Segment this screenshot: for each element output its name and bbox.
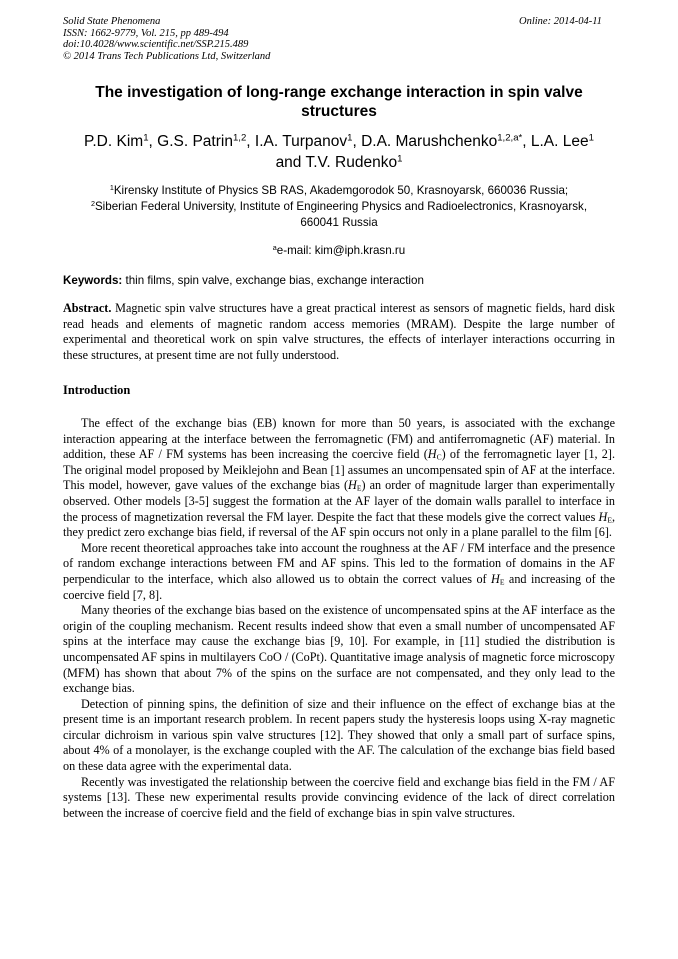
keywords-text: thin films, spin valve, exchange bias, exchange interaction (122, 274, 424, 287)
symbol-he (491, 572, 500, 586)
symbol-subscript: E (607, 515, 612, 525)
author-name: P.D. Kim (84, 133, 144, 150)
journal-header (63, 16, 270, 62)
paragraph: Detection of pinning spins, the definition of size and their influence on the effect of exchange bias at the present time is an important research problem. In recent papers study the hysteresis loops using X-ray magnetic circular dichroism in various spin valve structures [12]. They showed that only a small part of surface spins, about 4% of a monolayer, is the exchange coupled with the AF. The calculation of the exchange bias field based on these data agree with the experimental data. (63, 696, 615, 774)
symbol-subscript: C (436, 452, 442, 462)
symbol-text: H (427, 447, 437, 462)
author-affiliation-mark: 1 (588, 132, 594, 144)
author-affiliation-mark: 1 (143, 132, 149, 144)
section-title: Introduction (63, 383, 131, 397)
author-affiliation-mark: 1 (347, 132, 353, 144)
author-name: , I.A. Turpanov (246, 133, 348, 150)
paragraph-text: The effect of the exchange bias (EB) known for more than 50 years, is associated with the exchange interaction appearing at the interface between the ferromagnetic (FM) and antiferromagnetic (AF) material. In addition, these AF / FM systems has been increasing the coercive field ( (63, 416, 615, 462)
symbol-text: H (598, 509, 608, 524)
author-affiliation-mark: 1,2 (232, 132, 247, 144)
copyright-line: © 2014 Trans Tech Publications Ltd, Switzerland (63, 50, 271, 62)
paragraph-text: , they predict zero exchange bias field, if reversal of the AF spin occurs not only in a plane parallel to the film [6]. (63, 509, 615, 540)
symbol-he (348, 478, 357, 492)
author-name: , G.S. Patrin (148, 133, 233, 150)
symbol-he (599, 510, 608, 524)
symbol-text: H (491, 571, 500, 586)
paper-title (63, 83, 615, 121)
keywords-label: Keywords: (63, 274, 123, 287)
symbol-hc (428, 447, 437, 461)
contact-email (63, 244, 615, 257)
journal-name: Solid State Phenomena (63, 16, 161, 27)
title-line-2: structures (301, 103, 377, 120)
author-list (63, 131, 615, 173)
paragraph-text: ) an order of magnitude larger than experimentally observed. Other models [3-5] suggest the formation at the AF layer of the domain walls parallel to interface in the process of magnetization reversal the FM layer. Despite the fact that these models give the correct values (63, 478, 615, 524)
abstract (63, 301, 615, 363)
paragraph: Recently was investigated the relationship between the coercive field and exchange bias field in the FM / AF systems [13]. These new experimental results provide convincing evidence of the lack of direct correlation between the increase of coercive field and the field of exchange bias in spin valve structures. (63, 774, 615, 820)
keywords (63, 274, 615, 287)
affiliation-1: Kirensky Institute of Physics SB RAS, Akademgorodok 50, Krasnoyarsk, 660036 Russia; (113, 184, 569, 197)
paragraph (63, 416, 615, 541)
paragraph-text: ) of the ferromagnetic layer [1, 2]. The original model proposed by Meiklejohn and Bean [1] assumes an uncompensated spin of AF at the interface. This model, however, gave values of the exchange bias ( (63, 447, 615, 493)
doi-line: doi:10.4028/www.scientific.net/SSP.215.489 (63, 39, 249, 50)
author-name: , D.A. Marushchenko (352, 133, 498, 150)
paragraph-text: and increasing of the coercive field [7, 8]. (63, 571, 615, 602)
affiliation-2-cont: 660041 Russia (300, 216, 378, 229)
email-mark: a (272, 243, 277, 253)
affiliations (63, 183, 615, 231)
symbol-subscript: E (499, 577, 505, 587)
symbol-subscript: E (356, 483, 362, 493)
online-date: Online: 2014-04-11 (519, 16, 602, 27)
affiliation-mark: 2 (90, 199, 95, 209)
author-name: and T.V. Rudenko (275, 154, 398, 171)
email-text: e-mail: kim@iph.krasn.ru (276, 244, 406, 257)
affiliation-mark: 1 (109, 183, 114, 193)
paragraph: Many theories of the exchange bias based on the existence of uncompensated spins at the AF interface as the origin of the coupling mechanism. Recent results indeed show that even a small number of uncompensated AF spins at the interface may cause the exchange bias [9, 10]. For example, in [11] studied the distribution is uncompensated AF spins in multilayers CoO / (CoPt). Quantitative image analysis of magnetic force microscopy (MFM) has shown that about 7% of the spins on the surface are not compensated, and they only lead to the exchange bias. (63, 603, 615, 696)
paragraph (63, 541, 615, 603)
abstract-label: Abstract. (63, 301, 112, 315)
author-affiliation-mark: 1 (397, 153, 403, 165)
paragraph-text: More recent theoretical approaches take into account the roughness at the AF / FM interface and the presence of random exchange interactions between FM and AF spins. This led to the formation of domains in the AF perpendicular to the interface, which also allowed us to obtain the correct values of (63, 540, 615, 586)
author-affiliation-mark: 1,2,a* (497, 132, 523, 144)
abstract-text: Magnetic spin valve structures have a great practical interest as sensors of magnetic fields, hard disk read heads and elements of magnetic random access memories (MRAM). Despite the large number of experimental and theoretical work on spin valve structures, the effects of interlayer interactions occurring in these structures, at present time are not fully understood. (63, 301, 615, 362)
symbol-text: H (348, 478, 357, 493)
introduction-body (63, 416, 615, 821)
author-name: , L.A. Lee (522, 133, 589, 150)
title-line-1: The investigation of long-range exchange interaction in spin valve (95, 84, 583, 101)
issn-line: ISSN: 1662-9779, Vol. 215, pp 489-494 (63, 27, 229, 39)
affiliation-2: Siberian Federal University, Institute of Engineering Physics and Radioelectronics, Krasnoyarsk, (94, 200, 588, 213)
